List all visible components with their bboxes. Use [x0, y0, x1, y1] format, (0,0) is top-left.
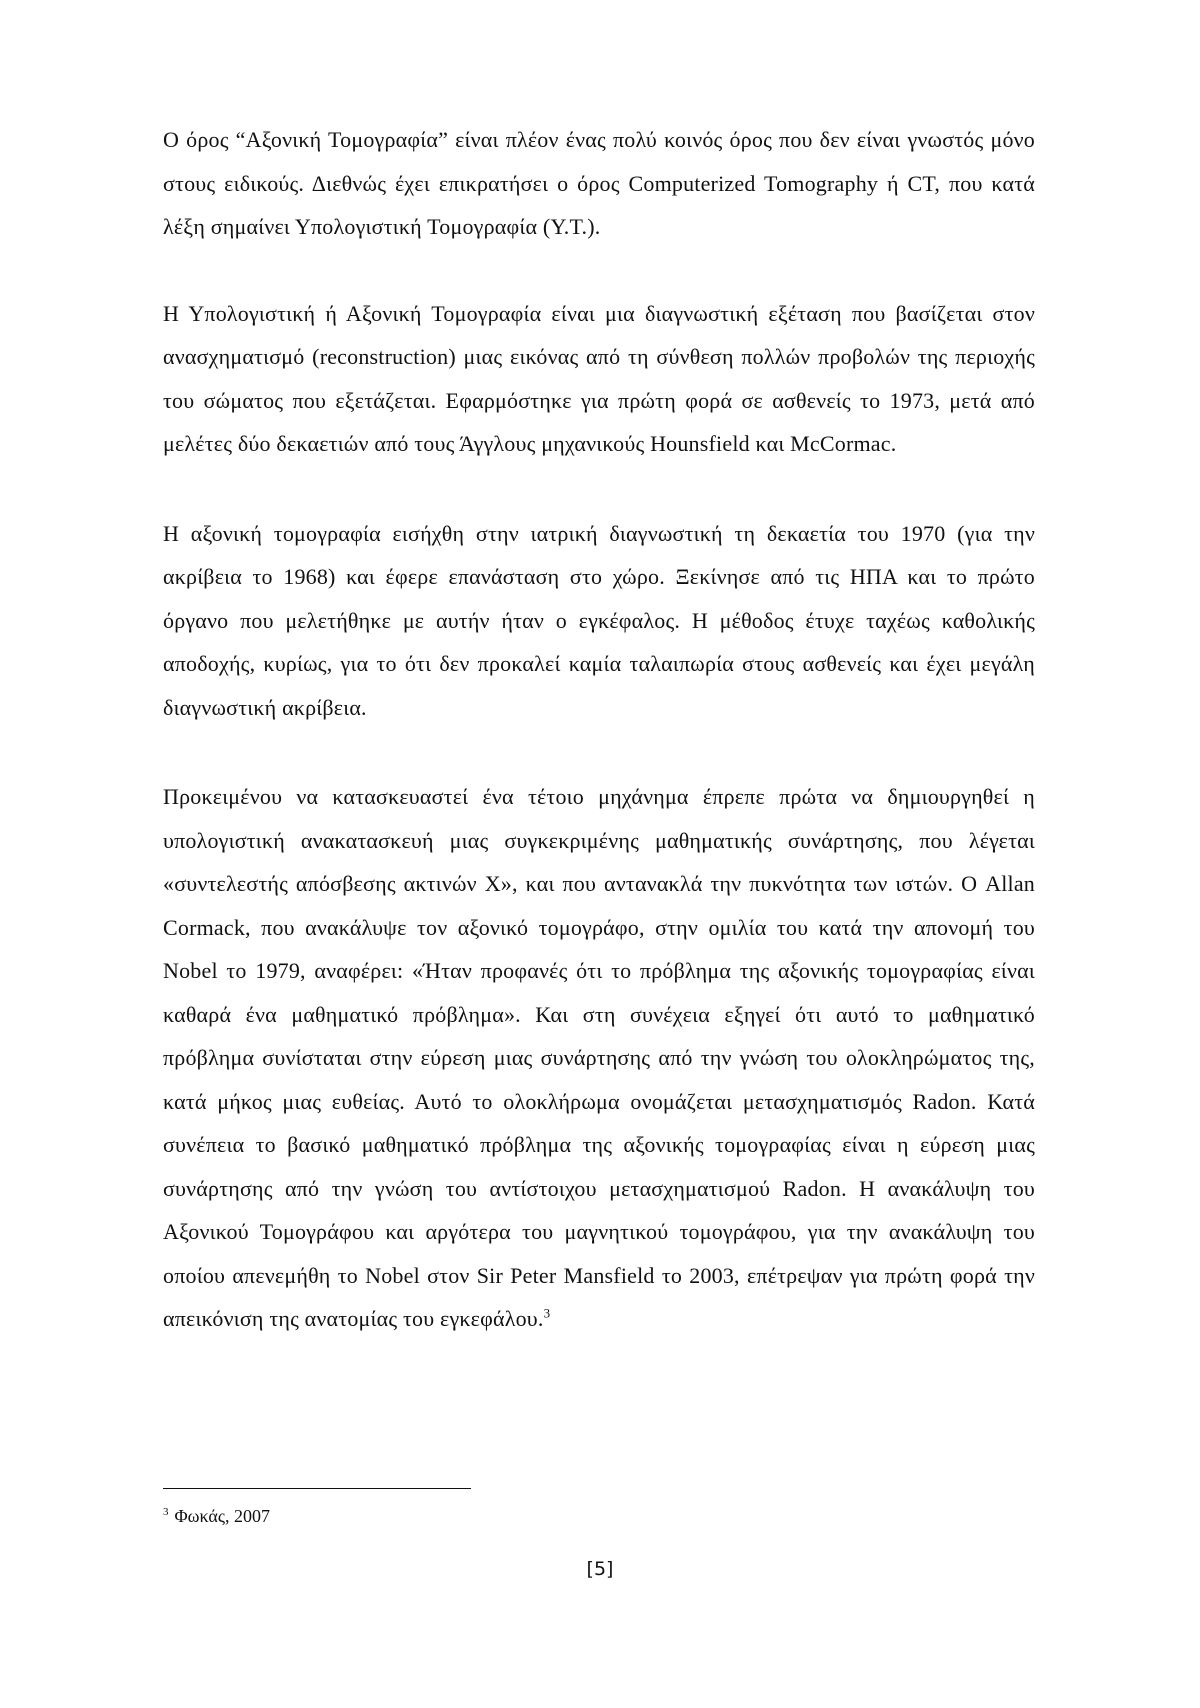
paragraph-ct-mathematics [163, 775, 1035, 1341]
paragraph-ct-term: Ο όρος “Αξονική Τομογραφία” είναι πλέον ένας πολύ κοινός όρος που δεν είναι γνωστός μόνο στους ειδικούς. Διεθνώς έχει επικρατήσει ο όρος Computerized Tomography ή CT, που κατά λέξη σημαίνει Υπολογιστική Τομογραφία (Υ.Τ.). [163, 127, 1035, 239]
page-number: [5] [586, 1558, 614, 1580]
footnote-number: 3 [163, 1506, 169, 1518]
document-body [163, 118, 1035, 1385]
paragraph-ct-history: Η αξονική τομογραφία εισήχθη στην ιατρική διαγνωστική τη δεκαετία του 1970 (για την ακρίβεια το 1968) και έφερε επανάσταση στο χώρο. Ξεκίνησε από τις ΗΠΑ και το πρώτο όργανο που μελετήθηκε με αυτήν ήταν ο εγκέφαλος. Η μέθοδος έτυχε ταχέως καθολικής αποδοχής, κυρίως, για το ότι δεν προκαλεί καμία ταλαιπωρία στους ασθενείς και έχει μεγάλη διαγνωστική ακρίβεια. [163, 520, 1035, 720]
paragraph-ct-definition: Η Υπολογιστική ή Αξονική Τομογραφία είναι μια διαγνωστική εξέταση που βασίζεται στον ανασχηματισμό (reconstruction) μιας εικόνας από τη σύνθεση πολλών προβολών της περιοχής του σώματος που εξετάζεται. Εφαρμόστηκε για πρώτη φορά σε ασθενείς το 1973, μετά από μελέτες δύο δεκαετιών από τους Άγγλους μηχανικούς Hounsfield και McCormac. [163, 300, 1035, 456]
footnote-reference[interactable]: 3 [543, 1305, 551, 1321]
paragraph-ct-mathematics-text: Προκειμένου να κατασκευαστεί ένα τέτοιο μηχάνημα έπρεπε πρώτα να δημιουργηθεί η υπολογιστική ανακατασκευή μιας συγκεκριμένης μαθηματικής συνάρτησης, που λέγεται «συντελεστής απόσβεσης ακτινών Χ», και που αντανακλά την πυκνότητα των ιστών. Ο Allan Cormack, που ανακάλυψε τον αξονικό τομογράφο, στην ομιλία του κατά την απονομή του Nobel το 1979, αναφέρει: «Ήταν προφανές ότι το πρόβλημα της αξονικής τομογραφίας είναι καθαρά ένα μαθηματικό πρόβλημα». Και στη συνέχεια εξηγεί ότι αυτό το μαθηματικό πρόβλημα συνίσταται στην εύρεση μιας συνάρτησης από την γνώση του ολοκληρώματος της, κατά μήκος μιας ευθείας. Αυτό το ολοκλήρωμα ονομάζεται μετασχηματισμός Radon. Κατά συνέπεια το βασικό μαθηματικό πρόβλημα της αξονικής τομογραφίας είναι η εύρεση μιας συνάρτησης από την γνώση του αντίστοιχου μετασχηματισμού Radon. Η ανακάλυψη του Αξονικού Τομογράφου και αργότερα του μαγνητικού τομογράφου, για την ανακάλυψη του οποίου απενεμήθη το Nobel στον Sir Peter Mansfield το 2003, επέτρεψαν για πρώτη φορά την απεικόνιση της ανατομίας του εγκεφάλου. [163, 784, 1035, 1331]
footnote [163, 1504, 270, 1528]
footnote-separator [163, 1488, 471, 1489]
footnote-text: Φωκάς, 2007 [174, 1506, 270, 1526]
